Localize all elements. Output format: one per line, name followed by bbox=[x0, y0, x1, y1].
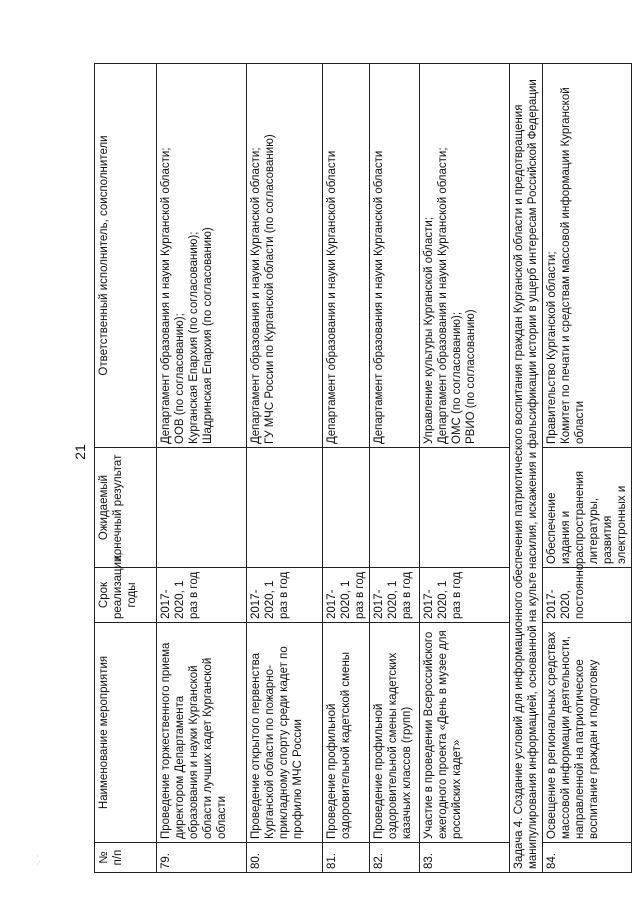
row-num: 81. bbox=[323, 843, 370, 873]
row-num: 84. bbox=[543, 843, 632, 873]
row-result bbox=[370, 448, 420, 568]
row-num: 80. bbox=[247, 843, 323, 873]
responsible-line: ООВ (по согласованию); bbox=[174, 313, 187, 444]
row-num: 82. bbox=[370, 843, 420, 873]
row-name: Проведение открытого первенства Курганской области по пожарно-прикладному спорту среди кадет по профилю МЧС России bbox=[247, 623, 323, 843]
header-name: Наименование мероприятия bbox=[95, 623, 157, 843]
row-term: 2017-2020, 1 раз в год bbox=[370, 568, 420, 623]
responsible-line: Комитет по печати и средствам массовой информации Курганской области bbox=[560, 87, 587, 444]
responsible-line: Курганская Епархия (по согласованию); bbox=[188, 231, 201, 444]
table-row bbox=[157, 64, 247, 873]
responsible-line: Департамент образования и науки Курганской области; bbox=[160, 147, 172, 444]
task-text: Задача 4. Создание условий для информационного обеспечения патриотического воспитания граждан Курганской области и предотвращения манипулирования информацией, основанной на культе насилия, искажения и фальсификации истории в ущерб интересам Российской Федерации bbox=[510, 64, 543, 873]
table-row bbox=[543, 64, 632, 873]
row-term: 2017-2020, 1 раз в год bbox=[323, 568, 370, 623]
table-row bbox=[323, 64, 370, 873]
responsible-line: Департамент образования и науки Курганской области bbox=[373, 150, 386, 444]
row-name: Освещение в региональных средствах массовой информации деятельности, направленной на патриотическое воспитание граждан и подготовку bbox=[543, 623, 632, 843]
scan-marks: ·. · bbox=[32, 854, 42, 866]
header-responsible: Ответственный исполнитель, соисполнители bbox=[95, 64, 157, 448]
responsible-line: Департамент образования и науки Курганской области; bbox=[250, 147, 262, 444]
row-term: 2017-2020, 1 раз в год bbox=[420, 568, 510, 623]
measures-table bbox=[94, 63, 632, 873]
row-term: 2017-2020, 1 раз в год bbox=[247, 568, 323, 623]
responsible-line: Департамент образования и науки Курганской области; bbox=[437, 147, 450, 444]
row-result bbox=[157, 448, 247, 568]
responsible-line: Управление культуры Курганской области; bbox=[423, 217, 436, 444]
header-term: Срок реализации, годы bbox=[95, 568, 157, 623]
header-result: Ожидаемый конечный результат bbox=[95, 448, 157, 568]
responsible-line: Правительство Курганской области; bbox=[546, 251, 559, 444]
row-responsible bbox=[247, 64, 323, 448]
responsible-line: Шадринская Епархия (по согласованию) bbox=[202, 227, 215, 444]
row-responsible bbox=[157, 64, 247, 448]
row-result bbox=[420, 448, 510, 568]
responsible-line: Департамент образования и науки Курганской области bbox=[326, 150, 338, 444]
row-num: 83. bbox=[420, 843, 510, 873]
row-responsible bbox=[370, 64, 420, 448]
row-result: Обеспечение издания и распространения литературы, развития электронных и bbox=[543, 448, 632, 568]
responsible-line: ОМС (по согласованию); bbox=[451, 311, 464, 444]
row-num: 79. bbox=[157, 843, 247, 873]
row-name: Проведение профильной оздоровительной кадетской смены bbox=[323, 623, 370, 843]
table-header-row bbox=[95, 64, 157, 873]
responsible-line: ГУ МЧС России по Курганской области (по согласованию) bbox=[264, 134, 277, 444]
row-responsible bbox=[543, 64, 632, 448]
task-row bbox=[510, 64, 543, 873]
row-responsible bbox=[323, 64, 370, 448]
row-result bbox=[247, 448, 323, 568]
row-name: Проведение профильной оздоровительной смены кадетских казачьих классов (групп) bbox=[370, 623, 420, 843]
row-term: 2017-2020, постоянно bbox=[543, 568, 632, 623]
row-name: Участие в проведении Всероссийского ежегодного проекта «День в музее для российских кадет» bbox=[420, 623, 510, 843]
responsible-line: РВИО (по согласованию) bbox=[465, 309, 478, 444]
row-result bbox=[323, 448, 370, 568]
header-num: № п/п bbox=[95, 843, 157, 873]
table-row bbox=[247, 64, 323, 873]
row-term: 2017-2020, 1 раз в год bbox=[157, 568, 247, 623]
row-name: Проведение торжественного приема директором Департамента образования и науки Курганской области лучших кадет Курганской области bbox=[157, 623, 247, 843]
row-responsible bbox=[420, 64, 510, 448]
page-number: 21 bbox=[72, 444, 88, 460]
table-row bbox=[420, 64, 510, 873]
rotated-page bbox=[94, 64, 629, 873]
table-row bbox=[370, 64, 420, 873]
